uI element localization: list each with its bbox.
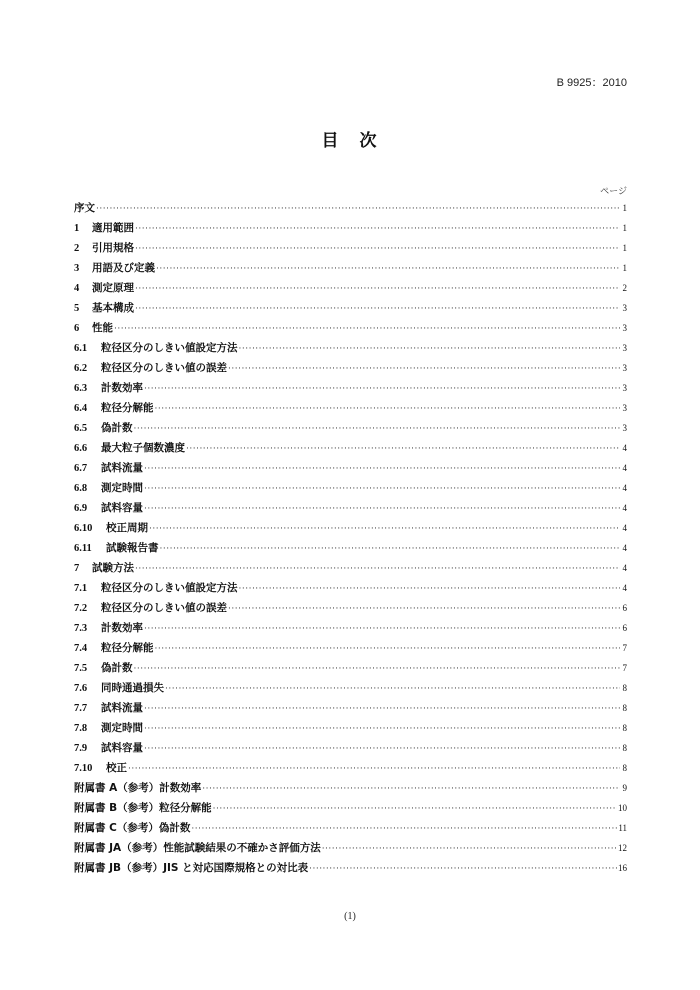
toc-leader-dots xyxy=(134,419,621,439)
toc-leader-dots xyxy=(135,219,620,239)
toc-section-number: 7 xyxy=(74,563,80,574)
toc-page-number: 3 xyxy=(622,403,627,413)
toc-leader-dots xyxy=(128,759,620,779)
toc-page-number: 3 xyxy=(622,303,627,313)
page-number: (1) xyxy=(344,911,356,922)
toc-section-number: 6.3 xyxy=(74,383,88,394)
toc-entry[interactable] xyxy=(74,218,627,238)
toc-section-number: 4 xyxy=(74,283,80,294)
toc-leader-dots xyxy=(144,719,620,739)
toc-page-number: 9 xyxy=(622,783,627,793)
toc-leader-dots xyxy=(144,739,620,759)
toc-entry[interactable] xyxy=(74,638,627,658)
toc-entry[interactable] xyxy=(74,718,627,738)
toc-entry[interactable] xyxy=(74,598,627,618)
toc-leader-dots xyxy=(213,799,617,819)
page-column-label: ページ xyxy=(600,187,627,197)
toc-section-title: 粒径区分のしきい値の誤差 xyxy=(101,602,227,614)
toc-entry[interactable] xyxy=(74,838,627,858)
toc-section-number: 6.11 xyxy=(74,543,92,554)
toc-entry[interactable] xyxy=(74,518,627,538)
toc-page-number: 8 xyxy=(622,763,627,773)
toc-section-number: 7.8 xyxy=(74,723,88,734)
toc-section-title: 附属書 JB（参考）JIS と対応国際規格との対比表 xyxy=(74,862,309,874)
toc-leader-dots xyxy=(144,479,620,499)
toc-section-number: 3 xyxy=(74,263,80,274)
toc-leader-dots xyxy=(135,239,620,259)
toc-section-number: 6.6 xyxy=(74,443,88,454)
toc-section-number: 6.2 xyxy=(74,363,88,374)
toc-entry[interactable] xyxy=(74,738,627,758)
toc-section-title: 校正 xyxy=(106,762,127,774)
toc-leader-dots xyxy=(144,699,620,719)
toc-leader-dots xyxy=(135,279,620,299)
toc-page-number: 1 xyxy=(622,203,627,213)
toc-page-number: 8 xyxy=(622,703,627,713)
toc-section-title: 試験方法 xyxy=(92,562,134,574)
toc-section-title: 測定時間 xyxy=(101,722,143,734)
toc-section-title: 試験報告書 xyxy=(106,542,159,554)
toc-page-number: 8 xyxy=(622,723,627,733)
toc-page-number: 4 xyxy=(622,563,627,573)
toc-entry[interactable] xyxy=(74,478,627,498)
toc-section-title: 引用規格 xyxy=(92,242,134,254)
toc-page-number: 2 xyxy=(622,283,627,293)
toc-entry[interactable] xyxy=(74,778,627,798)
toc-entry[interactable] xyxy=(74,758,627,778)
toc-section-number: 7.10 xyxy=(74,763,93,774)
toc-section-title: 附属書 B（参考）粒径分解能 xyxy=(74,802,212,814)
toc-entry[interactable] xyxy=(74,798,627,818)
toc-leader-dots xyxy=(191,819,617,839)
page-title: 目 次 xyxy=(321,131,379,151)
toc-entry[interactable] xyxy=(74,398,627,418)
toc-entry[interactable] xyxy=(74,658,627,678)
toc-leader-dots xyxy=(309,859,617,879)
toc-section-title: 附属書 C（参考）偽計数 xyxy=(74,822,191,834)
toc-page-number: 16 xyxy=(618,863,627,873)
toc-leader-dots xyxy=(144,499,620,519)
toc-leader-dots xyxy=(114,319,620,339)
toc-section-title: 試料容量 xyxy=(101,742,143,754)
toc-page-number: 1 xyxy=(622,223,627,233)
toc-section-number: 7.7 xyxy=(74,703,88,714)
toc-entry[interactable] xyxy=(74,278,627,298)
toc-page-number: 7 xyxy=(622,643,627,653)
toc-page-number: 7 xyxy=(622,663,627,673)
toc-section-title: 粒径区分のしきい値設定方法 xyxy=(101,342,238,354)
toc-section-title: 試料容量 xyxy=(101,502,143,514)
toc-leader-dots xyxy=(134,659,621,679)
toc-page-number: 4 xyxy=(622,463,627,473)
toc-section-number: 6.10 xyxy=(74,523,93,534)
toc-entry[interactable] xyxy=(74,858,627,878)
toc-section-title: 偽計数 xyxy=(101,662,133,674)
toc-page-number: 3 xyxy=(622,363,627,373)
toc-section-number: 6 xyxy=(74,323,80,334)
toc-page-number: 4 xyxy=(622,483,627,493)
toc-page-number: 10 xyxy=(618,803,627,813)
document-code: B 9925：2010 xyxy=(556,77,627,89)
toc-leader-dots xyxy=(202,779,620,799)
toc-section-number: 7.1 xyxy=(74,583,88,594)
toc-section-number: 2 xyxy=(74,243,80,254)
toc-section-title: 試料流量 xyxy=(101,462,143,474)
toc-section-number: 6.1 xyxy=(74,343,88,354)
toc-entry[interactable] xyxy=(74,238,627,258)
table-of-contents xyxy=(74,198,627,878)
toc-leader-dots xyxy=(165,679,620,699)
toc-page-number: 8 xyxy=(622,683,627,693)
toc-page-number: 12 xyxy=(618,843,627,853)
toc-leader-dots xyxy=(144,459,620,479)
toc-leader-dots xyxy=(156,259,620,279)
toc-section-title: 最大粒子個数濃度 xyxy=(101,442,185,454)
toc-section-number: 7.6 xyxy=(74,683,88,694)
toc-section-title: 校正周期 xyxy=(106,522,148,534)
toc-section-title: 基本構成 xyxy=(92,302,134,314)
toc-section-title: 粒径分解能 xyxy=(101,402,154,414)
toc-section-number: 7.4 xyxy=(74,643,88,654)
toc-entry[interactable] xyxy=(74,298,627,318)
toc-entry[interactable] xyxy=(74,358,627,378)
toc-entry[interactable] xyxy=(74,578,627,598)
toc-entry[interactable] xyxy=(74,698,627,718)
toc-leader-dots xyxy=(160,539,621,559)
toc-page-number: 8 xyxy=(622,743,627,753)
toc-section-title: 偽計数 xyxy=(101,422,133,434)
toc-page-number: 11 xyxy=(618,823,627,833)
toc-page-number: 4 xyxy=(622,583,627,593)
toc-section-number: 7.3 xyxy=(74,623,88,634)
toc-leader-dots xyxy=(155,399,621,419)
toc-entry[interactable] xyxy=(74,258,627,278)
toc-page-number: 6 xyxy=(622,603,627,613)
toc-leader-dots xyxy=(239,579,621,599)
toc-entry[interactable] xyxy=(74,618,627,638)
toc-entry[interactable] xyxy=(74,538,627,558)
toc-entry[interactable] xyxy=(74,458,627,478)
toc-leader-dots xyxy=(228,359,620,379)
toc-section-title: 測定時間 xyxy=(101,482,143,494)
toc-leader-dots xyxy=(155,639,621,659)
toc-page-number: 4 xyxy=(622,503,627,513)
toc-leader-dots xyxy=(144,619,620,639)
toc-entry[interactable] xyxy=(74,418,627,438)
toc-section-number: 5 xyxy=(74,303,80,314)
toc-entry[interactable] xyxy=(74,558,627,578)
toc-entry[interactable] xyxy=(74,318,627,338)
toc-page-number: 4 xyxy=(622,543,627,553)
toc-section-title: 計数効率 xyxy=(101,622,143,634)
toc-entry[interactable] xyxy=(74,438,627,458)
toc-leader-dots xyxy=(186,439,620,459)
toc-section-title: 性能 xyxy=(92,322,113,334)
toc-page-number: 3 xyxy=(622,423,627,433)
toc-section-title: 用語及び定義 xyxy=(92,262,155,274)
toc-section-number: 6.9 xyxy=(74,503,88,514)
toc-section-title: 計数効率 xyxy=(101,382,143,394)
toc-entry[interactable] xyxy=(74,498,627,518)
toc-leader-dots xyxy=(149,519,620,539)
toc-section-number: 6.4 xyxy=(74,403,88,414)
toc-page-number: 1 xyxy=(622,243,627,253)
toc-leader-dots xyxy=(96,199,620,219)
toc-page-number: 1 xyxy=(622,263,627,273)
toc-entry[interactable] xyxy=(74,338,627,358)
toc-section-number: 6.5 xyxy=(74,423,88,434)
toc-entry[interactable] xyxy=(74,378,627,398)
toc-section-title: 粒径分解能 xyxy=(101,642,154,654)
toc-section-number: 1 xyxy=(74,223,80,234)
toc-page-number: 6 xyxy=(622,623,627,633)
toc-section-title: 粒径区分のしきい値設定方法 xyxy=(101,582,238,594)
toc-section-number: 6.7 xyxy=(74,463,88,474)
toc-page-number: 4 xyxy=(622,443,627,453)
toc-section-number: 7.9 xyxy=(74,743,88,754)
toc-leader-dots xyxy=(228,599,620,619)
toc-leader-dots xyxy=(135,559,620,579)
toc-entry[interactable] xyxy=(74,678,627,698)
toc-page-number: 3 xyxy=(622,383,627,393)
toc-page-number: 4 xyxy=(622,523,627,533)
toc-leader-dots xyxy=(239,339,621,359)
toc-section-title: 序文 xyxy=(74,202,95,214)
toc-section-number: 7.2 xyxy=(74,603,88,614)
toc-entry[interactable] xyxy=(74,198,627,218)
toc-section-number: 6.8 xyxy=(74,483,88,494)
toc-section-title: 粒径区分のしきい値の誤差 xyxy=(101,362,227,374)
toc-page-number: 3 xyxy=(622,343,627,353)
toc-section-title: 附属書 A（参考）計数効率 xyxy=(74,782,202,794)
toc-section-title: 附属書 JA（参考）性能試験結果の不確かさ評価方法 xyxy=(74,842,321,854)
toc-section-title: 同時通過損失 xyxy=(101,682,164,694)
toc-leader-dots xyxy=(322,839,617,859)
toc-leader-dots xyxy=(144,379,620,399)
toc-section-number: 7.5 xyxy=(74,663,88,674)
toc-page-number: 3 xyxy=(622,323,627,333)
toc-section-title: 適用範囲 xyxy=(92,222,134,234)
toc-leader-dots xyxy=(135,299,620,319)
toc-section-title: 試料流量 xyxy=(101,702,143,714)
toc-section-title: 測定原理 xyxy=(92,282,134,294)
toc-entry[interactable] xyxy=(74,818,627,838)
